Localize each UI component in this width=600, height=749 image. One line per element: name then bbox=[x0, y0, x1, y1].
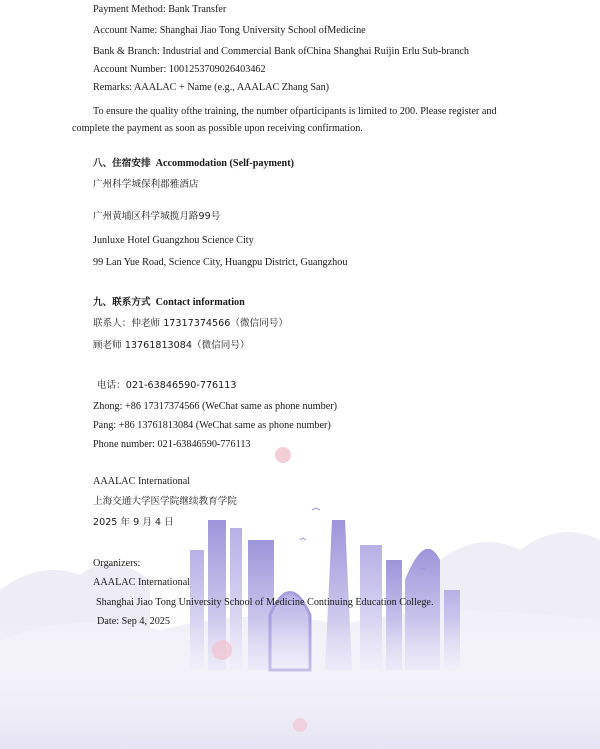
hotel-address-cn: 广州黄埔区科学城揽月路99号 bbox=[93, 211, 221, 222]
contact-heading-en: Contact information bbox=[155, 297, 245, 308]
contact-heading bbox=[93, 296, 245, 310]
accommodation-heading-cn: 八、住宿安排 bbox=[93, 158, 151, 169]
signature-cn-date: 2025 年 9 月 4 日 bbox=[93, 517, 174, 528]
contact1-en: Zhong: +86 17317374566 (WeChat same as phone number) bbox=[93, 401, 338, 412]
phone-cn: 电话：021-63846590-776113 bbox=[97, 380, 237, 391]
signature-en-date: Date: Sep 4, 2025 bbox=[97, 616, 170, 627]
account-number: Account Number: 1001253709026403462 bbox=[93, 64, 266, 75]
signature-en-org2: Shanghai Jiao Tong University School of Medicine Continuing Education College. bbox=[96, 597, 434, 608]
payment-method: Payment Method: Bank Transfer bbox=[93, 4, 227, 15]
hotel-name-en: Junluxe Hotel Guangzhou Science City bbox=[93, 235, 254, 246]
contact2-en: Pang: +86 13761813084 (WeChat same as phone number) bbox=[93, 420, 331, 431]
hotel-address-en: 99 Lan Yue Road, Science City, Huangpu District, Guangzhou bbox=[93, 257, 348, 268]
contact-heading-cn: 九、联系方式 bbox=[93, 297, 151, 308]
contact2-cn: 顾老师 13761813084（微信同号） bbox=[93, 340, 250, 351]
accommodation-heading-en: Accommodation (Self-payment) bbox=[155, 158, 295, 169]
contact1-cn: 联系人：仲老师 17317374566（微信同号） bbox=[93, 318, 288, 329]
registration-notice: To ensure the quality ofthe training, the number ofparticipants is limited to 200. Please register and complete the payment as soon as possible upon receiving confirmation. bbox=[72, 106, 497, 134]
remarks: Remarks: AAALAC + Name (e.g., AAALAC Zhang San) bbox=[93, 82, 330, 93]
signature-en-org1: AAALAC International bbox=[93, 577, 191, 588]
signature-cn-org2: 上海交通大学医学院继续教育学院 bbox=[93, 496, 237, 507]
phone-en: Phone number: 021-63846590-776113 bbox=[93, 439, 251, 450]
bank-branch: Bank & Branch: Industrial and Commercial Bank ofChina Shanghai Ruijin Erlu Sub-branch bbox=[93, 46, 470, 57]
accommodation-heading bbox=[93, 157, 294, 171]
hotel-name-cn: 广州科学城保利郡雅酒店 bbox=[93, 179, 199, 190]
account-name: Account Name: Shanghai Jiao Tong University School ofMedicine bbox=[93, 25, 366, 36]
signature-en-label: Organizers: bbox=[93, 558, 141, 569]
signature-cn-org1: AAALAC International bbox=[93, 476, 191, 487]
